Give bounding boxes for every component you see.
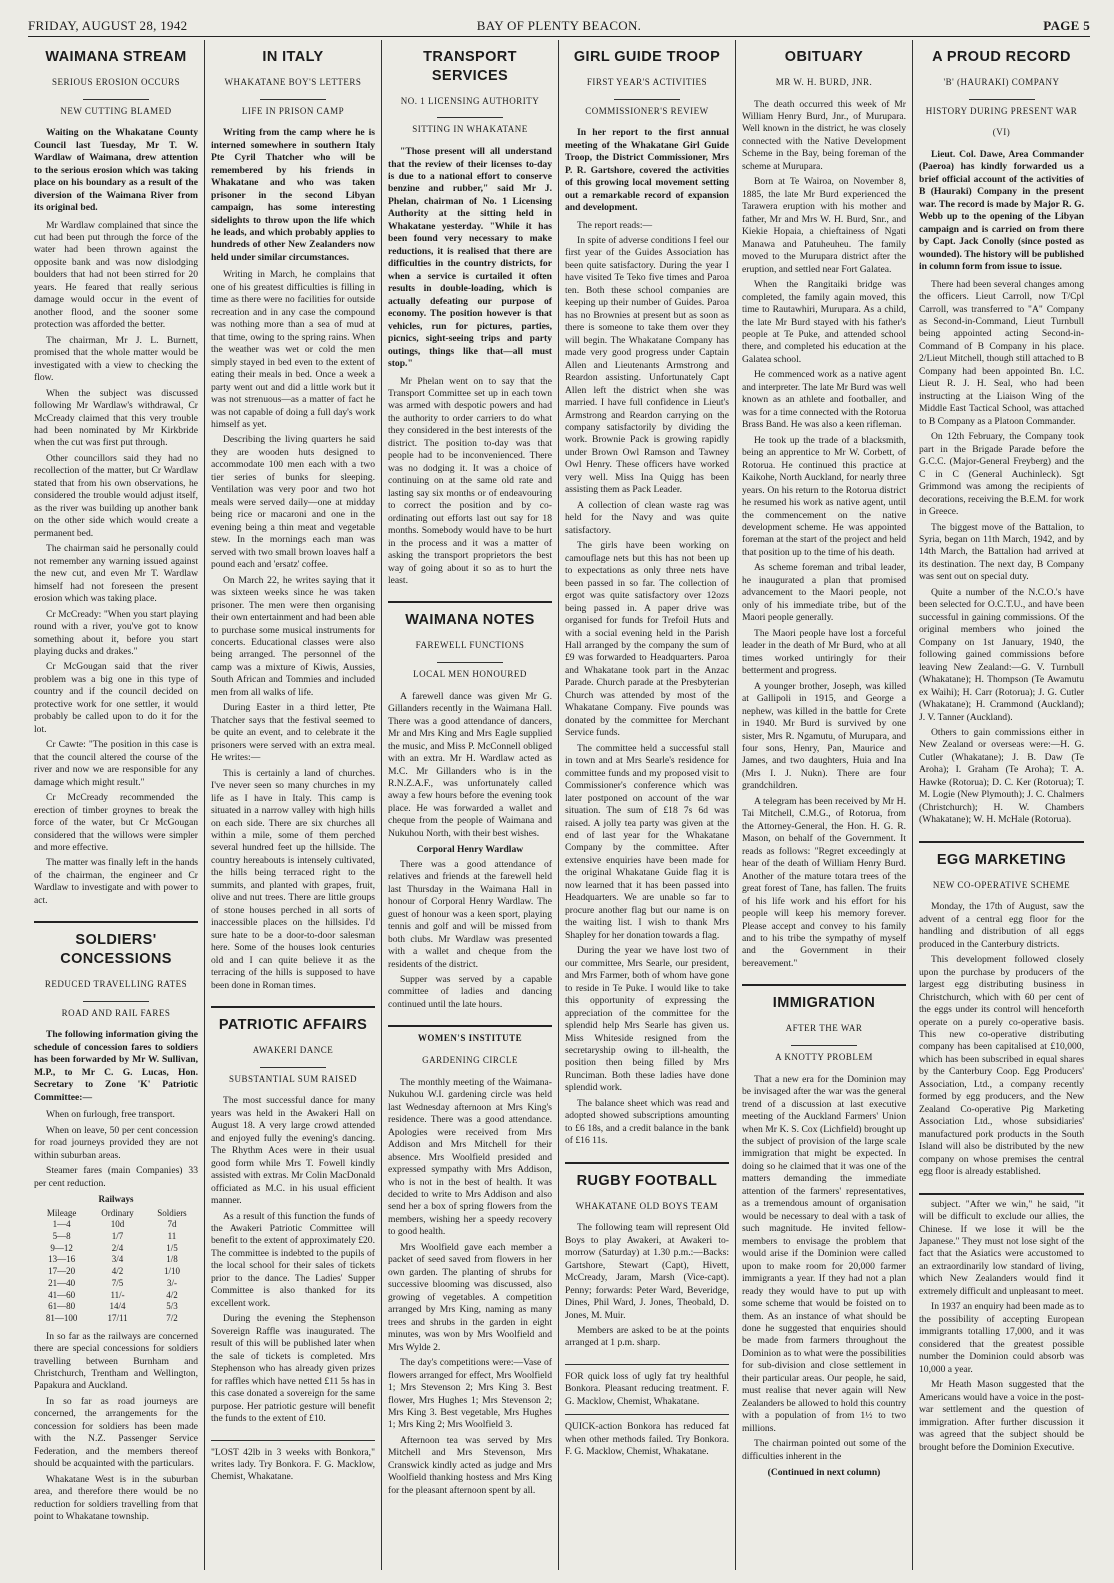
fares-table xyxy=(34,1194,198,1325)
paragraph: The chairman pointed out some of the difficulties inherent in the xyxy=(742,1438,906,1462)
subheadline: FAREWELL FUNCTIONS xyxy=(415,640,525,651)
page-number: PAGE 5 xyxy=(1043,18,1090,33)
paragraph: In so far as road journeys are concerned, the arrangements for the concession for soldiers has been made with the N.Z. Passenger Service Federation, and the members thereof should be acquainted with the particulars. xyxy=(34,1395,198,1470)
paragraph: He commenced work as a native agent and interpreter. The late Mr Burd was well known as an athlete and footballer, and was for a time connected with the Rotorua Brass Band. He was also a keen rifleman. xyxy=(742,369,906,431)
table-row xyxy=(34,1278,198,1290)
table-row xyxy=(34,1266,198,1278)
cell: 10d xyxy=(110,1219,125,1230)
headline: IN ITALY xyxy=(262,49,324,65)
paragraph: The chairman said he personally could not remember any warning issued against the new cut, and even Mr T. Wardlaw himself had not foreseen the present erosion which was taking place. xyxy=(34,543,198,605)
paragraph: Mr Phelan went on to say that the Transport Committee set up in each town was armed with despotic powers and had the authority to order carriers to do what they considered in the best interests of the district. The position to-day was that people had to be inconvenienced. There was no dodging it. It was a choice of continuing on at the same old rate and lasting say six months or of endeavouring to correct the position and by co-ordinating out efforts last out say for 18 months. Somebody would have to be hurt in the process and it was a matter of asking the transport proprietors the best way of going about it so as to hurt the least. xyxy=(388,375,552,586)
advertisement: QUICK-action Bonkora has reduced fat when other methods failed. Try Bonkora. F. G. Macklow, Chemist, Whakatane. xyxy=(565,1414,729,1458)
paragraph: There had been several changes among the officers. Lieut Carroll, now T/Cpl Carroll, was transferred to "A" Company as Second-in-Command, Lieut Turnbull being appointed acting Second-in-Command of B Company in his place. 2/Lieut Mitchell, though still attached to B Company had been appointed Bn. I.C. Lieut R. J. H. Seal, who had been instructing at the Liaison Wing of the Middle East Tactical School, was attached to B Company as a Platoon Commander. xyxy=(919,278,1084,427)
cell: 3/4 xyxy=(111,1254,124,1265)
paper-name: BAY OF PLENTY BEACON. xyxy=(476,18,642,33)
headline: TRANSPORT SERVICES xyxy=(423,49,517,84)
column-3 xyxy=(382,40,559,1570)
paragraph: Mr Wardlaw complained that since the cut had been put through the force of the water had been thrown against the opposite bank and was now dislodging boulders that had not been stirred for 20 years. He feared that really serious damage would occur in the event of another flood, and the sooner some protection was afforded the better. xyxy=(34,219,198,331)
paragraph: Writing in March, he complains that one of his greatest difficulties is filling in time as there were no facilities for outside recreation and in any case the compound was nothing more than a sea of mud at that time, owing to the spring rains. When the weather was wet or cold the men simply stayed in bed even to the extent of eating their meals in bed. Once a week a party went out and did a little work but it was not strenuous—as a matter of fact he was not capable of doing a full day's work himself as yet. xyxy=(211,269,375,430)
paragraph: The committee held a successful stall in town and at Mrs Searle's residence for committee funds and my proposed visit to Commissioner's conference which was later postponed on account of the war situation. The sum of £18 7s 6d was raised. A jolly tea party was given at the end of last year for the Whakatane Company by the committee. After extensive enquiries have been made for the original Whakatane Guide flag it is now learned that it has been passed into Headquarters. We are unable so far to procure another flag but our name is on the waiting list. I wish to thank Mrs Shapley for her donation towards a flag. xyxy=(565,742,729,941)
divider xyxy=(791,1045,857,1046)
paragraph: When the Rangitaiki bridge was completed, the family again moved, this time to Rautawhiri, Murupara. As a child, the late Mr Burd stayed with his father's people at Te Puke, and attended school there, and completed his education at the Galatea school. xyxy=(742,279,906,365)
table-row xyxy=(34,1290,198,1302)
lead-paragraph: The following information giving the schedule of concession fares to soldiers has been forwarded by Mr W. Sullivan, M.P., to Mr C. G. Lucas, Hon. Secretary to Zone 'K' Patriotic Committee:— xyxy=(34,1029,198,1103)
cell: 21—40 xyxy=(48,1277,76,1288)
table-row xyxy=(34,1313,198,1325)
lead-paragraph: Writing from the camp where he is interned somewhere in southern Italy Pte Cyril Thatcher who will be remembered by his friends in Whakatane and who was taken prisoner in the second Libyan campaign, has some interesting sidelights to throw upon the life which he leads, and which probably applies to hundreds of other New Zealanders now held under similar circumstances. xyxy=(211,127,375,263)
paragraph: The monthly meeting of the Waimana-Nukuhou W.I. gardening circle was held last Wednesday afternoon at Mrs King's residence. There was a good attendance. Apologies were received from Mrs Addison and Mrs Mitchell for their absence. Mrs Woolfield presided and expressed sympathy with Mrs Addison, who is not in the best of health. It was decided to write to Mrs Addison and also send her a box of spring flowers from the members, wishing her a speedy recovery to good health. xyxy=(388,1076,552,1238)
lead-paragraph: In her report to the first annual meeting of the Whakatane Girl Guide Troop, the District Commissioner, Mrs P. R. Gartshore, covered the activities of this growing local movement setting out a remarkable record of expansion and development. xyxy=(565,127,729,214)
paragraph: This is certainly a land of churches. I've never seen so many churches in my life as I have in Italy. This camp is situated in a narrow valley with high hills on each side. There are six churches all within a mile, some of them perched several hundred feet up the hillside. The country hereabouts is intensely cultivated, the hills being terraced right to the summits, and planted with grapes, fruit, olive and nut trees. There are little groups of stone houses perched in all sorts of inaccessible places on the hillsides. I'd sure hate to be a door-to-door salesman here. Some of the houses look centuries old and I can quite believe it as the terracing of the hills is supposed to have been done in Roman times. xyxy=(211,767,375,991)
story-transport-services xyxy=(388,48,552,587)
column-header: Soldiers xyxy=(157,1207,187,1218)
paragraph: Born at Te Wairoa, on November 8, 1885, the late Mr Burd experienced the Tarawera eruption with his mother and father, Mr and Mrs W. H. Burd, Snr., and Kiekie Hopaia, a chieftainess of Ngati Manawa and Patuheuheu. The family moved to the Murupara district after the eruption, and settled near Fort Galatea. xyxy=(742,176,906,275)
story-egg-marketing xyxy=(919,851,1084,1179)
paragraph: The following team will represent Old Boys to play Awakeri, at Awakeri to-morrow (Saturday) at 1.30 p.m.:—Backs: Gartshore, Stewart (Capt), Hivett, McCready, Jaram, Marsh (Vice-capt). Penny; forwards: Peter Ward, Beveridge, Dines, Phil Ward, J. Jones, Theobald, D. Jones, M. Muir. xyxy=(565,1222,729,1321)
headline: EGG MARKETING xyxy=(936,851,1067,868)
part-number: (VI) xyxy=(992,127,1011,138)
headline: WAIMANA NOTES xyxy=(405,612,535,629)
paragraph: Cr Cawte: "The position in this case is that the council altered the course of the river and now we are responsible for any damage which might result." xyxy=(34,739,198,788)
paragraph: Monday, the 17th of August, saw the advent of a central egg floor for the handling and distribution of all eggs produced in the Canterbury districts. xyxy=(919,901,1084,950)
paragraph: The Maori people have lost a forceful leader in the death of Mr Burd, who at all times worked untiringly for their betterment and progress. xyxy=(742,627,906,677)
cell: 3/- xyxy=(166,1277,177,1288)
lead-paragraph: Waiting on the Whakatane County Council last Tuesday, Mr T. W. Wardlaw of Waimana, drew attention to the serious erosion which was taking place on his boundary as a result of the diversion of the Waimana River from its original bed. xyxy=(34,127,198,214)
subheadline: 'B' (HAURAKI) COMPANY xyxy=(943,76,1060,87)
cell: 1/7 xyxy=(111,1231,124,1242)
cell: 7/5 xyxy=(111,1277,124,1288)
headline: RUGBY FOOTBALL xyxy=(576,1172,718,1189)
story-patriotic-affairs xyxy=(211,1016,375,1425)
story-waimana-notes xyxy=(388,611,552,1011)
column-4 xyxy=(559,40,736,1570)
divider xyxy=(83,1001,149,1002)
headline: WOMEN'S INSTITUTE xyxy=(417,1033,523,1044)
paragraph: As a result of this function the funds of the Awakeri Patriotic Committee will benefit to the extent of approximately £20. The committee is indebted to the pupils of the local school for their sales of tickets prior to the dance. The Ladies' Supper Committee is also thanked for its excellent work. xyxy=(211,1210,375,1309)
divider xyxy=(388,1025,552,1027)
section-subhead: Corporal Henry Wardlaw xyxy=(416,844,524,856)
paragraph: On 12th February, the Company took part in the Brigade Parade before the G.C.C. (Major-General Freyberg) and the C in C (General Auchinleck). Sgt Grimmond was among the recipients of decorations, receiving the B.E.M. for work in Greece. xyxy=(919,431,1084,518)
paragraph: The death occurred this week of Mr William Henry Burd, Jnr., of Murupara. Well known in the district, he was closely connected with the Native Development Scheme in the Bay, being foreman of the scheme at Murupara. xyxy=(742,98,906,172)
advertisement: "LOST 42lb in 3 weeks with Bonkora," writes lady. Try Bonkora. F. G. Macklow, Chemist, Whakatane. xyxy=(211,1440,375,1484)
cell: 14/4 xyxy=(109,1301,126,1312)
paragraph: A farewell dance was given Mr G. Gillanders recently in the Waimana Hall. There was a good attendance of dancers, Mr and Mrs King and Mrs Eagle supplied the music, and Miss P. McConnell obliged with an extra. Mr H. Wardlaw acted as M.C. Mr Gillanders who is in the R.N.Z.A.F., was unfortunately called away a few hours before the evening took place. He was forwarded a wallet and cheque from the people of Waimana and Nukuhou North, with their best wishes. xyxy=(388,690,552,839)
subheadline: LOCAL MEN HONOURED xyxy=(413,669,527,679)
cell: 1/8 xyxy=(166,1254,178,1265)
subheadline: LIFE IN PRISON CAMP xyxy=(241,105,345,116)
divider xyxy=(969,99,1035,100)
paragraph: He took up the trade of a blacksmith, being an apprentice to Mr W. Corbett, of Rotorua. He continued this practice at Kaikohe, North Auckland, for nearly three years. On his return to the Rotorua district he resumed his work as native agent, until the commencement on the native development scheme. He was appointed foreman at the start of the project and held that position up to the time of his death. xyxy=(742,434,906,558)
subheadline: AWAKERI DANCE xyxy=(252,1044,334,1055)
paragraph: When on leave, 50 per cent concession for road journeys provided they are not within suburban areas. xyxy=(34,1124,198,1161)
cell: 7/2 xyxy=(166,1312,178,1323)
subheadline: COMMISSIONER'S REVIEW xyxy=(585,105,709,116)
cell: 1/10 xyxy=(163,1266,180,1277)
subheadline: MR W. H. BURD, JNR. xyxy=(775,76,873,87)
cell: 2/4 xyxy=(111,1242,124,1253)
paragraph: Members are asked to be at the points arranged at 1 p.m. sharp. xyxy=(565,1325,729,1349)
subheadline: ROAD AND RAIL FARES xyxy=(61,1007,171,1018)
paragraph: The girls have been working on camouflage nets but this has not been up to expectations as only three nets have been passed in so far. The collection of ergot was quite satisfactory over 12ozs being passed in. A paper drive was organised for funds for Trefoil Huts and with a social evening held in the Parish Hall arranged by the company the sum of £9 was forwarded to Headquarters. Paroa and Whakatane took part in the Anzac Parade. Church parade at the Presbyterian Church was attended by most of the Whakatane Company. Five pounds was donated by the committee for Merchant Service funds. xyxy=(565,540,729,739)
headline: IMMIGRATION xyxy=(772,995,876,1012)
cell: 1/5 xyxy=(166,1242,178,1253)
subheadline: SERIOUS EROSION OCCURS xyxy=(51,76,181,87)
paragraph: The day's competitions were:—Vase of flowers arranged for effect, Mrs Woolfield 1; Mrs Stevenson 2; Mrs King 3. Best flower, Mrs Hughes 1; Mrs Stevenson 2; Mrs King 3. Best vegetable, Mrs Hughes 1; Mrs King 2; Mrs Woolfield 3. xyxy=(388,1357,552,1431)
paragraph: In spite of adverse conditions I feel our first year of the Guides Association has been quite satisfactory. During the year I have visited Te Teko five times and Paroa ten. Both these school companies are keeping up their number of Guides. Paroa has no Brownies at present but as soon as there is someone to take them over they will begin. The Whakatane Company has made very good progress under Captain Allen and Lieutenants Armstrong and Reardon assisting. Unfortunately Capt Allen left the district when she was married. I have full confidence in Lieut's Armstrong and Reardon carrying on the company satisfactorily by dividing the work. Brownie Pack is growing rapidly under Brown Owl Ramson and Tawney Owl Henry. These officers have worked very well. Miss Ina Quigg has been assisting them as Pack Leader. xyxy=(565,234,729,496)
column-6 xyxy=(913,40,1090,1570)
advertisement: FOR quick loss of ugly fat try healthful Bonkora. Pleasant reducing treatment. F. G. Macklow, Chemist, Whakatane. xyxy=(565,1364,729,1408)
paragraph: Cr McGougan said that the river problem was a big one in this type of country and if the council decided on protective work for one settler, it would probably be called upon to do it for the lot. xyxy=(34,661,198,735)
paragraph: During the evening the Stephenson Sovereign Raffle was inaugurated. The result of this will be published later when the sale of tickets is completed. Mrs Stephenson who has already given prizes for raffles which have netted £11 5s has in this case donated a sovereign for the same purpose. Her patriotic gesture will benefit the funds to the extent of £10. xyxy=(211,1313,375,1425)
cell: 13—16 xyxy=(48,1254,76,1265)
divider xyxy=(565,1162,729,1164)
table-row xyxy=(34,1243,198,1255)
paragraph: Cr McCready recommended the erection of timber groynes to break the force of the water, but Cr McGougan considered that the willows were simpler and more effective. xyxy=(34,792,198,853)
cell: 4/2 xyxy=(166,1289,178,1300)
divider xyxy=(919,1193,1084,1195)
cell: 11 xyxy=(167,1231,177,1242)
paragraph: subject. "After we win," he said, "it will be difficult to exclude our allies, the Chinese. If we lose it will be the Japanese." They must not lose sight of the fact that the Asiatics were accustomed to an extraordinarily low standard of living, which New Zealanders would find it extremely difficult and unpleasant to meet. xyxy=(919,1198,1084,1297)
table-caption: Railways xyxy=(98,1194,134,1205)
table-row xyxy=(34,1219,198,1231)
column-2 xyxy=(205,40,382,1570)
cell: 5/3 xyxy=(166,1301,178,1312)
paragraph: Mr Heath Mason suggested that the Americans would have a voice in the post-war settlement and the question of immigration. After further discussion it was agreed that the subject should be brought before the Dominion Executive. xyxy=(919,1379,1084,1453)
paragraph: Whakatane West is in the suburban area, and therefore there would be no reduction for soldiers travelling from that point to Whakatane township. xyxy=(34,1473,198,1523)
subheadline: WHAKATANE OLD BOYS TEAM xyxy=(575,1200,719,1211)
cell: 7d xyxy=(167,1219,177,1230)
cell: 5—8 xyxy=(52,1231,71,1242)
story-obituary xyxy=(742,48,906,970)
column-5 xyxy=(736,40,913,1570)
headline: OBITUARY xyxy=(784,49,864,65)
paragraph: The matter was finally left in the hands of the chairman, the engineer and Cr Wardlaw to investigate and with power to act. xyxy=(34,857,198,906)
cell: 9—12 xyxy=(50,1242,73,1253)
subheadline: HISTORY DURING PRESENT WAR xyxy=(925,105,1078,116)
cell: 41—60 xyxy=(48,1289,76,1300)
paragraph: Others to gain commissions either in New Zealand or overseas were:—H. G. Cutler (Whakatane); J. B. Daw (Te Aroha); I. Graham (Te Aroha); T. A. Hawke (Rotorua); D. C. Ker (Rotorua); T. M. Logie (New Plymouth); J. C. Chalmers (Christchurch); H. W. Chambers (Whakatane); W. H. McHale (Rotorua). xyxy=(919,727,1084,826)
issue-date: FRIDAY, AUGUST 28, 1942 xyxy=(28,18,188,33)
subheadline: FIRST YEAR'S ACTIVITIES xyxy=(586,76,708,87)
paragraph: In 1937 an enquiry had been made as to the possibility of accepting European immigrants totalling 17,000, and it was considered that the greatest possible number the Dominion could absorb was 10,000 a year. xyxy=(919,1301,1084,1375)
headline: GIRL GUIDE TROOP xyxy=(573,49,721,65)
divider xyxy=(919,841,1084,843)
story-proud-record xyxy=(919,48,1084,827)
subheadline: A KNOTTY PROBLEM xyxy=(775,1051,873,1062)
headline: A PROUD RECORD xyxy=(932,49,1071,65)
paragraph: When on furlough, free transport. xyxy=(46,1109,175,1121)
table-header-row xyxy=(34,1208,198,1220)
headline: SOLDIERS' CONCESSIONS xyxy=(60,932,172,968)
paragraph: The biggest move of the Battalion, to Syria, began on 11th March, 1942, and by 14th March, the Battalion had arrived at its destination. The next day, B Company was sent out on special duty. xyxy=(919,521,1084,583)
story-girl-guide-troop xyxy=(565,48,729,1148)
paragraph: This development followed closely upon the purchase by producers of the largest egg distributing business in Christchurch, which with 60 per cent of the eggs under its control will henceforth operate on a purely co-operative basis. This new co-operative distributing company has been capitalised at £10,000, which has been subscribed in equal shares by the Canterbury Coop. Egg Producers' Association, Ltd., a company recently formed by egg producers, and the New Zealand Co-operative Pig Marketing Association Ltd., whose subsidiaries' manufactured pork products in the South Island will also be distributed by the new company on whose premises the central egg floor is already established. xyxy=(919,954,1084,1178)
cell: 1—4 xyxy=(52,1219,71,1230)
headline: PATRIOTIC AFFAIRS xyxy=(218,1017,368,1034)
lead-paragraph: Lieut. Col. Dawe, Area Commander (Paeroa) has kindly forwarded us a brief official account of the activities of B (Hauraki) Company in the present war. The record is made by Major R. G. Webb up to the opening of the Libyan campaign and is carried on from there by Capt. Jack Conolly (since posted as wounded). The history will be published in column form from issue to issue. xyxy=(919,148,1084,273)
paragraph: On March 22, he writes saying that it was sixteen weeks since he was taken prisoner. The men were then organising their own entertainment and had been able to purchase some musical instruments for concerts. Educational classes were also being arranged. The personnel of the camp was a mixture of Kiwis, Aussies, South African and Tommies and included men from all walks of life. xyxy=(211,574,375,698)
column-1 xyxy=(28,40,205,1570)
subheadline: NEW CUTTING BLAMED xyxy=(60,105,172,116)
divider xyxy=(34,921,198,923)
subheadline: WHAKATANE BOY'S LETTERS xyxy=(224,76,362,87)
paragraph: A telegram has been received by Mr H. Tai Mitchell, C.M.G., of Rotorua, from the Attorney-General, the Hon. H. G. R. Mason, on behalf of the Government. It reads as follows: "Regret exceedingly at hear of the death of William Henry Burd. Another of the mature totara trees of the great forest of Tane, has fallen. The fruits of his life work and his effort for his people will keep his memory forever. Please accept and convey to his family and to his tribe the sympathy of myself and the Government in their bereavement." xyxy=(742,795,906,969)
paragraph: During Easter in a third letter, Pte Thatcher says that the festival seemed to be quite an event, and to celebrate it the prisoners were served with an extra meal. He writes:— xyxy=(211,702,375,764)
story-womens-institute xyxy=(388,1033,552,1497)
continued-note: (Continued in next column) xyxy=(767,1467,881,1479)
divider xyxy=(211,1006,375,1008)
paragraph: Supper was served by a capable committee of ladies and dancing continued until the late hours. xyxy=(388,974,552,1010)
paragraph: A collection of clean waste rag was held for the Navy and was quite satisfactory. xyxy=(565,499,729,536)
lead-paragraph: "Those present will all understand that the review of their licenses to-day is due to a national effort to conserve benzine and rubber," said Mr J. Phelan, chairman of No. 1 Licensing Authority at the sitting held in Whakatane yesterday. "While it has been found very necessary to make reductions, it is realised that there are difficulties in the country districts, for when a service is curtailed it often results in double-loading, which is actually defeating our purpose of economy. The position however is that vehicles, run for pictures, parties, picnics, sight-seeing trips and party outings, things like that—all must stop." xyxy=(388,146,552,370)
divider xyxy=(742,984,906,986)
cell: 17—20 xyxy=(48,1266,76,1277)
story-in-italy xyxy=(211,48,375,992)
subheadline: AFTER THE WAR xyxy=(785,1023,863,1034)
divider xyxy=(83,99,149,100)
story-waimana-stream xyxy=(34,48,198,907)
cell: 61—80 xyxy=(48,1301,76,1312)
divider xyxy=(260,1067,326,1068)
story-immigration xyxy=(742,994,906,1479)
paragraph: Steamer fares (main Companies) 33 per cent reduction. xyxy=(34,1165,198,1189)
masthead xyxy=(28,18,1090,37)
paragraph: Mrs Woolfield gave each member a packet of seed saved from flowers in her own garden. The planting of shrubs for successive blooming was discussed, also growing of vegetables. A competition arranged by Mrs King, naming as many trees and shrubs in the garden in eight minutes, was won by Mrs Woolfield and Mrs Wylde 2. xyxy=(388,1241,552,1353)
paragraph: That a new era for the Dominion may be invisaged after the war was the general trend of a discussion at last executive meeting of the Auckland Farmers' Union when Mr K. S. Cox (Lichfield) brought up the subject of provision of the large scale immigration that might be expected. In doing so he claimed that it was one of the matters demanding the immediate attention of the farmers' representatives, as a tremendous amount of organisation would be necessary to deal with a task of such magnitude. He invited fellow-members to envisage the problem that would arise if the Dominion were called upon to make room for 20,000 farmer immigrants a year. If they had not a plan ready they would have to put up with some scheme that would be foisted on to them. As an instance of what should be done he suggested that enquiries should be made from farmers throughout the Dominion as to what were the possibilities for sub-division and close settlement in their particular areas. Our people, he said, must realise that never again will New Zealanders be allowed to hold this country with a population of from 1½ to two millions. xyxy=(742,1073,906,1434)
table-row xyxy=(34,1254,198,1266)
paragraph: A younger brother, Joseph, was killed at Gallipoli in 1915, and George a nephew, was killed in the battle for Crete in 1940. Mr Burd is survived by one sister, Mrs R. Ngamutu, of Murupara, and four sons, Henry, Pan, Maurice and James, and two daughters, Huia and Ina (Mrs I. J. Nukn). There are four grandchildren. xyxy=(742,680,906,792)
headline: WAIMANA STREAM xyxy=(45,49,187,65)
paragraph: Afternoon tea was served by Mrs Mitchell and Mrs Stevenson, Mrs Cranswick kindly acted as judge and Mrs Woolfield thanking hostess and Mrs King for the pleasant afternoon spent by all. xyxy=(388,1434,552,1496)
paragraph: The report reads:— xyxy=(577,219,653,231)
paragraph: Quite a number of the N.C.O.'s have been selected for O.C.T.U., and have been successful in gaining commissions. Of the original members who joined the Company on 1st January, 1940, the following gained commissions before leaving New Zealand:—G. V. Turnbull (Whakatane); H. Thompson (Te Awamutu ex Waihi); H. Carr (Rotorua); J. G. Cutler (Whakatane); H. Crammond (Auckland); J. V. Tanner (Auckland). xyxy=(919,586,1084,723)
paragraph: When the subject was discussed following Mr Wardlaw's withdrawal, Cr McCready claimed that this very trouble had been nominated by Mr Kirkbride when the cut was first put through. xyxy=(34,387,198,449)
subheadline: REDUCED TRAVELLING RATES xyxy=(44,979,188,990)
story-soldiers-concessions xyxy=(34,931,198,1523)
table-row xyxy=(34,1301,198,1313)
paragraph: During the year we have lost two of our committee, Mrs Searle, our president, and Mrs Farmer, both of whom have gone to reside in Te Puke. I would like to take this opportunity of expressing the appreciation of the committee for the splendid help Mrs Searle has given us. Miss Whiteside resigned from the secretaryship owing to ill-health, the position then being filled by Mrs Runciman. Both these ladies have done splendid work. xyxy=(565,945,729,1094)
subheadline: SITTING IN WHAKATANE xyxy=(412,124,528,135)
paragraph: Cr McCready: "When you start playing round with a river, you've got to know something about it, before you start playing ducks and drakes." xyxy=(34,608,198,657)
cell: 81—100 xyxy=(45,1312,78,1323)
table-row xyxy=(34,1231,198,1243)
cell: 17/11 xyxy=(107,1312,128,1323)
subheadline: SUBSTANTIAL SUM RAISED xyxy=(229,1073,357,1084)
paragraph: As scheme foreman and tribal leader, he inaugurated a plan that promised advancement to the Maori people, not only of his immediate tribe, but of the Maori people generally. xyxy=(742,562,906,624)
divider xyxy=(260,99,326,100)
subheadline: NEW CO-OPERATIVE SCHEME xyxy=(932,879,1071,890)
divider xyxy=(437,117,503,118)
cell: 11/- xyxy=(110,1289,125,1300)
divider xyxy=(614,99,680,100)
columns xyxy=(28,40,1090,1570)
paragraph: The most successful dance for many years was held in the Awakeri Hall on August 18. A very large crowd attended and enjoyed fully the evening's dancing. The Rhythm Aces were in their usual good form while Mrs T. Fowell kindly assisted with extras. Mr Colin MacDonald officiated as M.C. in his usual efficient manner. xyxy=(211,1095,375,1207)
paragraph: Other councillors said they had no recollection of the matter, but Cr Wardlaw stated that from his own observations, he considered the trouble would adjust itself, as the river was building up another bank on the other side which would create a permanent bed. xyxy=(34,452,198,539)
divider xyxy=(388,601,552,603)
story-rugby-football xyxy=(565,1172,729,1350)
column-header: Mileage xyxy=(46,1207,77,1218)
paragraph: The balance sheet which was read and adopted showed subscriptions amounting to £6 18s, and a credit balance in the bank of £16 11s. xyxy=(565,1097,729,1147)
divider xyxy=(437,662,503,663)
paragraph: In so far as the railways are concerned there are special concessions for soldiers travelling between Burnham and Christchurch, Trentham and Wellington, Papakura and Auckland. xyxy=(34,1330,198,1392)
subheadline: NO. 1 LICENSING AUTHORITY xyxy=(400,95,540,106)
paragraph: The chairman, Mr J. L. Burnett, promised that the whole matter would be investigated with a view to checking the flow. xyxy=(34,334,198,384)
paragraph: Describing the living quarters he said they are wooden huts designed to accommodate 100 men each with a two tier series of bunks for sleeping. Ventilation was very poor and two hot meals were served daily—one at midday being rice or macaroni and one in the evening being a thin meat and vegetable stew. In the mornings each man was served with two small brown loaves half a pound each and 'ersatz' coffee. xyxy=(211,434,375,571)
subheadline: GARDENING CIRCLE xyxy=(422,1055,518,1066)
story-immigration-continued xyxy=(919,1199,1084,1454)
column-header: Ordinary xyxy=(101,1207,134,1218)
cell: 4/2 xyxy=(111,1266,124,1277)
paragraph: There was a good attendance of relatives and friends at the farewell held last Thursday in the Waimana Hall in honour of Corporal Henry Wardlaw. The guest of honour was a keen sport, playing tennis and golf and will be missed from both clubs. Mr Wardlaw was presented with a wallet and cheque from the residents of the district. xyxy=(388,858,552,970)
